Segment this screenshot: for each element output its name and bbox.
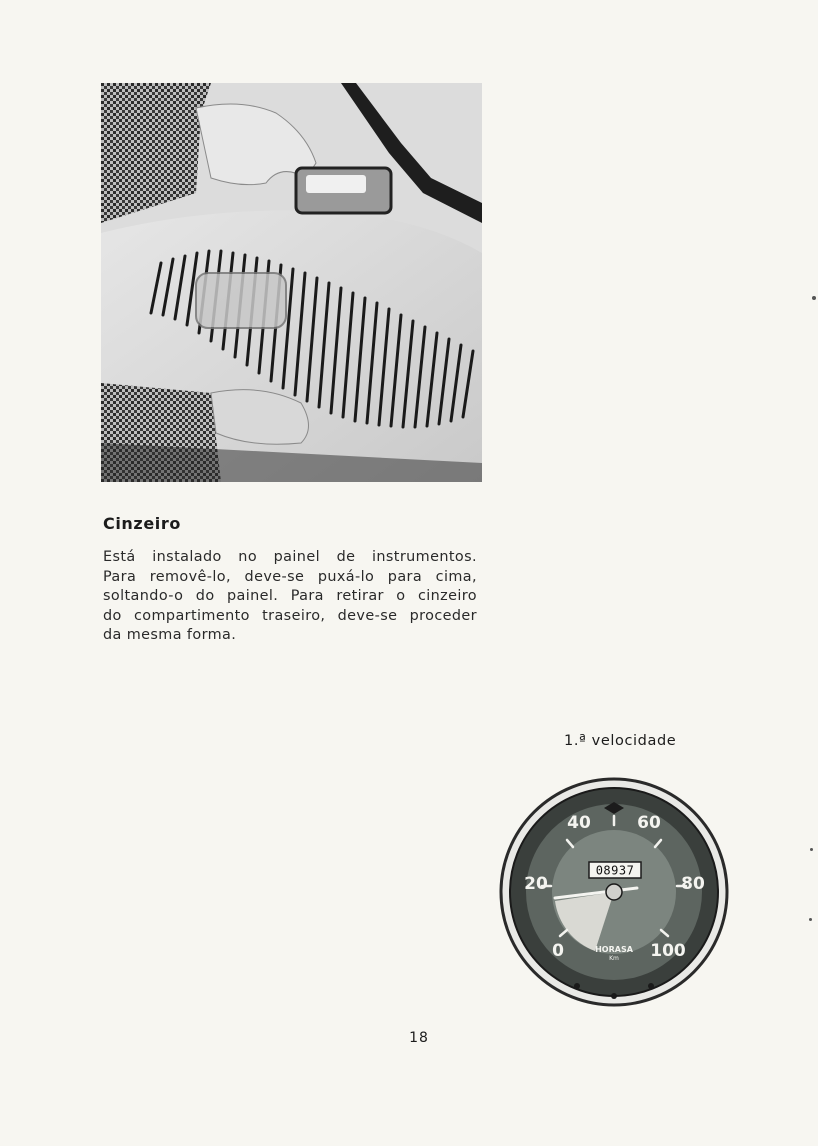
speedometer-image [497, 776, 731, 1008]
gauge-brand: HORASA [595, 945, 633, 954]
scan-speck [809, 918, 812, 921]
scan-speck [810, 848, 813, 851]
section-title: Cinzeiro [103, 514, 181, 533]
gauge-caption: 1.ª velocidade [564, 733, 677, 749]
body-line: da mesma forma. [103, 627, 237, 644]
gauge-scale-label: 0 [552, 941, 564, 961]
gauge-scale-label: 60 [637, 813, 661, 833]
odometer-value: 08937 [595, 863, 635, 878]
body-line: soltando-o do painel. Para retirar o cinzeiro [103, 588, 477, 605]
body-line: Está instalado no painel de instrumentos. [103, 549, 477, 565]
gauge-scale-label: 40 [567, 813, 591, 833]
section-body [103, 548, 477, 646]
scan-speck [812, 296, 816, 300]
gauge-scale-label: 100 [650, 941, 686, 961]
page-number: 18 [409, 1030, 429, 1046]
gauge-scale-label: 80 [681, 874, 705, 894]
speedometer-figure [497, 776, 731, 1008]
ashtray-photo-image [101, 83, 482, 482]
body-line: do compartimento traseiro, deve-se proceder [103, 607, 477, 624]
gauge-scale-label: 20 [524, 874, 548, 894]
ashtray-photo [101, 83, 482, 482]
gauge-unit: Km [609, 955, 619, 962]
body-line: Para removê-lo, deve-se puxá-lo para cima, [103, 568, 477, 585]
